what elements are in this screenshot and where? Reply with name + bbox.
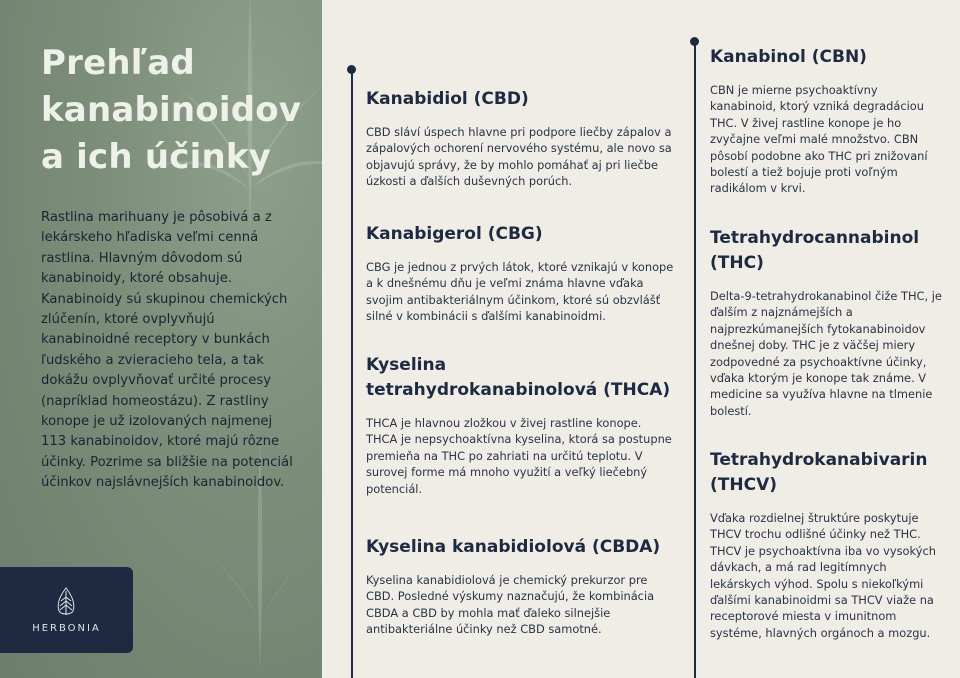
- section-cbg: [366, 222, 676, 325]
- intro-text: Rastlina marihuany je pôsobivá a z lekárskeho hľadiska veľmi cenná rastlina. Hlavným dôvodom sú kanabinoidy, ktoré obsahuje. Kanabinoidy sú skupinou chemických zlúčenín, ktoré ovplyvňujú kanabinoidné receptory v bunkách ľudského a zvieracieho tela, a tak dokážu ovplyvňovať určité procesy (napríklad homeostázu). Z rastliny konope je už izolovaných najmenej 113 kanabinoidov, ktoré majú rôzne účinky. Pozrime sa bližšie na potenciál účinkov najslávnejších kanabinoidov.: [41, 210, 293, 491]
- brand-logo-box: [0, 567, 133, 653]
- section-title: Kanabinol (CBN): [710, 47, 867, 67]
- section-body: Kyselina kanabidiolová je chemický prekurzor pre CBD. Posledné výskumy naznačujú, že kombinácia CBDA a CBD by mohla mať ďaleko silnejšie antibakteriálne účinky než CBD samotné.: [366, 573, 655, 637]
- section-title: Kanabidiol (CBD): [366, 89, 529, 109]
- timeline-dot-left: [347, 65, 356, 74]
- timeline-line-left: [351, 70, 353, 678]
- section-title: Kyselina kanabidiolová (CBDA): [366, 537, 661, 557]
- section-title: Kanabigerol (CBG): [366, 224, 543, 244]
- section-title: Kyselina tetrahydrokanabinolová (THCA): [366, 355, 671, 400]
- section-title: Tetrahydrokanabivarin (THCV): [710, 450, 928, 495]
- section-body: THCA je hlavnou zložkou v živej rastline konope. THCA je nepsychoaktívna kyselina, ktorá sa postupne premieňa na THC po zahriati na určitú teplotu. V surovej forme má mnoho využití a veľký liečebný potenciál.: [366, 416, 672, 496]
- page-title: Prehľad kanabinoidov a ich účinky: [41, 43, 302, 177]
- left-panel: [0, 0, 322, 678]
- section-title: Tetrahydrocannabinol (THC): [710, 228, 920, 273]
- section-body: Delta-9-tetrahydrokanabinol čiže THC, je ďalším z najznámejších a najprezkúmanejších fytokanabinoidov dnešnej doby. THC je z väčšej miery zodpovedné za psychoaktívne účinky, vďaka ktorým je konope tak známe. V medicine sa využíva hlavne na tlmenie bolestí.: [710, 289, 942, 418]
- section-body: CBN je mierne psychoaktívny kanabinoid, ktorý vzniká degradáciou THC. V živej rastline konope je ho zvyčajne veľmi malé množstvo. CBN pôsobí podobne ako THC pri znižovaní bolestí a tiež bojuje proti voľným radikálom v krvi.: [710, 83, 928, 196]
- section-body: CBG je jednou z prvých látok, ktoré vznikajú v konope a k dnešnému dňu je veľmi známa hlavne vďaka svojim antibakteriálnym účinkom, ktoré sú obzvlášť silné v kombinácii s ďalšími kanabinoidmi.: [366, 260, 674, 324]
- section-body: Vďaka rozdielnej štruktúre poskytuje THCV trochu odlišné účinky než THC. THCV je psychoaktívna iba vo vysokých dávkach, a má rad legitímnych lekárskych výhod. Spolu s niekoľkými ďalšími kanabinoidmi sa THCV viaže na receptorové miesta v imunitnom systéme, hlavných orgánoch a mozgu.: [710, 511, 936, 640]
- section-cbda: [366, 535, 676, 638]
- section-thc: [710, 226, 942, 419]
- section-cbn: [710, 45, 942, 197]
- section-thcv: [710, 448, 942, 641]
- herbonia-logo-icon: [55, 587, 77, 617]
- section-cbd: [366, 87, 676, 190]
- section-body: CBD sláví úspech hlavne pri podpore liečby zápalov a zápalových ochorení nervového systému, ale novo sa objavujú správy, že by mohlo pomáhať aj pri liečbe úzkosti a ďalších duševných porúch.: [366, 125, 672, 189]
- timeline-dot-right: [690, 37, 699, 46]
- timeline-line-right: [694, 42, 696, 678]
- brand-name: HERBONIA: [32, 623, 101, 634]
- section-thca: [366, 353, 676, 497]
